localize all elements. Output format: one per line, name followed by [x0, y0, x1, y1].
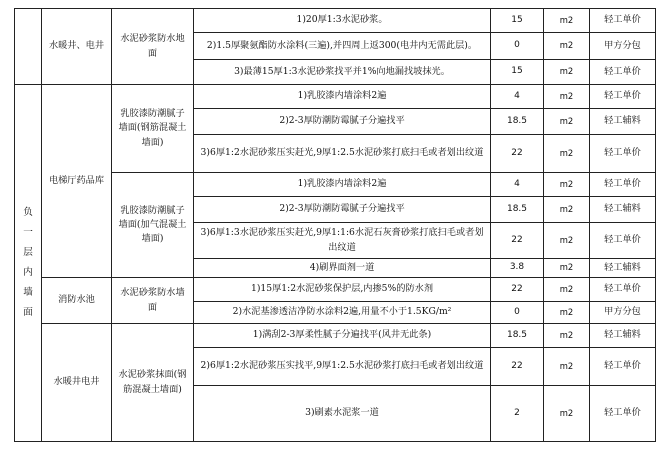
description-cell: 2)2-3厚防潮防霉腻子分遍找平	[194, 109, 491, 135]
description-cell: 1)15厚1:2水泥砂浆保护层,内掺5%的防水剂	[194, 278, 491, 302]
note-cell: 轻工单价	[590, 386, 656, 442]
quantity-cell: 18.5	[491, 109, 544, 135]
quantity-cell: 2	[491, 386, 544, 442]
region-cell: 电梯厅药品库	[42, 85, 112, 278]
quantity-cell: 22	[491, 223, 544, 259]
description-cell: 2)水泥基渗透洁净防水涂料2遍,用量不小于1.5KG/m²	[194, 302, 491, 324]
table-row	[15, 278, 656, 302]
note-cell: 轻工单价	[590, 60, 656, 85]
region-cell: 水暖井、电井	[42, 9, 112, 85]
area-cell	[15, 85, 42, 442]
note-cell: 轻工辅料	[590, 197, 656, 223]
document-page	[14, 8, 656, 442]
table-row	[15, 9, 656, 33]
quantity-cell: 0	[491, 302, 544, 324]
description-cell: 1)乳胶漆内墙涂料2遍	[194, 173, 491, 197]
unit-cell: m2	[544, 302, 590, 324]
area-label	[19, 203, 37, 324]
region-cell: 水暖井电井	[42, 324, 112, 442]
unit-cell: m2	[544, 278, 590, 302]
quantity-cell: 22	[491, 135, 544, 173]
note-cell: 轻工单价	[590, 135, 656, 173]
note-cell: 轻工辅料	[590, 109, 656, 135]
quantity-cell: 4	[491, 85, 544, 109]
description-cell: 3)6厚1:2水泥砂浆压实赶光,9厚1:2.5水泥砂浆打底扫毛或者划出纹道	[194, 135, 491, 173]
quantity-cell: 18.5	[491, 324, 544, 348]
description-cell: 3)刷素水泥浆一道	[194, 386, 491, 442]
unit-cell: m2	[544, 85, 590, 109]
unit-cell: m2	[544, 135, 590, 173]
area-cell	[15, 9, 42, 85]
quantity-cell: 22	[491, 348, 544, 386]
unit-cell: m2	[544, 386, 590, 442]
description-cell: 1)20厚1:3水泥砂浆。	[194, 9, 491, 33]
area-label-char: 面	[23, 307, 33, 319]
note-cell: 轻工单价	[590, 9, 656, 33]
description-cell: 2)2-3厚防潮防霉腻子分遍找平	[194, 197, 491, 223]
description-cell: 1)满刮2-3厚柔性腻子分遍找平(风井无此条)	[194, 324, 491, 348]
quantity-cell: 3.8	[491, 259, 544, 278]
surface-cell: 水泥砂浆防水地面	[112, 9, 194, 85]
surface-cell: 水泥砂浆抹面(钢筋混凝土墙面)	[112, 324, 194, 442]
note-cell: 甲方分包	[590, 33, 656, 60]
unit-cell: m2	[544, 223, 590, 259]
unit-cell: m2	[544, 197, 590, 223]
note-cell: 轻工单价	[590, 85, 656, 109]
unit-cell: m2	[544, 173, 590, 197]
surface-cell: 乳胶漆防潮腻子墙面(加气混凝土墙面)	[112, 173, 194, 278]
unit-cell: m2	[544, 60, 590, 85]
surface-cell: 水泥砂浆防水墙面	[112, 278, 194, 324]
quantity-cell: 4	[491, 173, 544, 197]
description-cell: 4)刷界面剂一道	[194, 259, 491, 278]
surface-cell: 乳胶漆防潮腻子墙面(钢筋混凝土墙面)	[112, 85, 194, 173]
cost-table	[14, 8, 656, 442]
area-label-char: 墙	[23, 287, 33, 299]
unit-cell: m2	[544, 324, 590, 348]
description-cell: 2)6厚1:2水泥砂浆压实找平,9厚1:2.5水泥砂浆打底扫毛或者划出纹道	[194, 348, 491, 386]
note-cell: 轻工单价	[590, 348, 656, 386]
unit-cell: m2	[544, 33, 590, 60]
table-row	[15, 324, 656, 348]
quantity-cell: 0	[491, 33, 544, 60]
quantity-cell: 15	[491, 60, 544, 85]
note-cell: 轻工辅料	[590, 259, 656, 278]
note-cell: 轻工单价	[590, 278, 656, 302]
note-cell: 轻工辅料	[590, 324, 656, 348]
note-cell: 甲方分包	[590, 302, 656, 324]
description-cell: 3)最薄15厚1:3水泥砂浆找平并1%向地漏找坡抹光。	[194, 60, 491, 85]
area-label-char: 一	[23, 226, 33, 238]
unit-cell: m2	[544, 109, 590, 135]
area-label-char: 层	[23, 246, 33, 258]
unit-cell: m2	[544, 9, 590, 33]
unit-cell: m2	[544, 348, 590, 386]
region-cell: 消防水池	[42, 278, 112, 324]
area-label-char: 内	[23, 267, 33, 278]
note-cell: 轻工单价	[590, 173, 656, 197]
area-label-char: 负	[23, 206, 33, 218]
table-row	[15, 173, 656, 197]
note-cell: 轻工单价	[590, 223, 656, 259]
quantity-cell: 22	[491, 278, 544, 302]
description-cell: 3)6厚1:3水泥砂浆压实赶光,9厚1:1:6水泥石灰膏砂浆打底扫毛或者划出纹道	[194, 223, 491, 259]
table-row	[15, 85, 656, 109]
description-cell: 2)1.5厚聚氨酯防水涂料(三遍),并四周上返300(电井内无需此层)。	[194, 33, 491, 60]
quantity-cell: 18.5	[491, 197, 544, 223]
quantity-cell: 15	[491, 9, 544, 33]
description-cell: 1)乳胶漆内墙涂料2遍	[194, 85, 491, 109]
unit-cell: m2	[544, 259, 590, 278]
